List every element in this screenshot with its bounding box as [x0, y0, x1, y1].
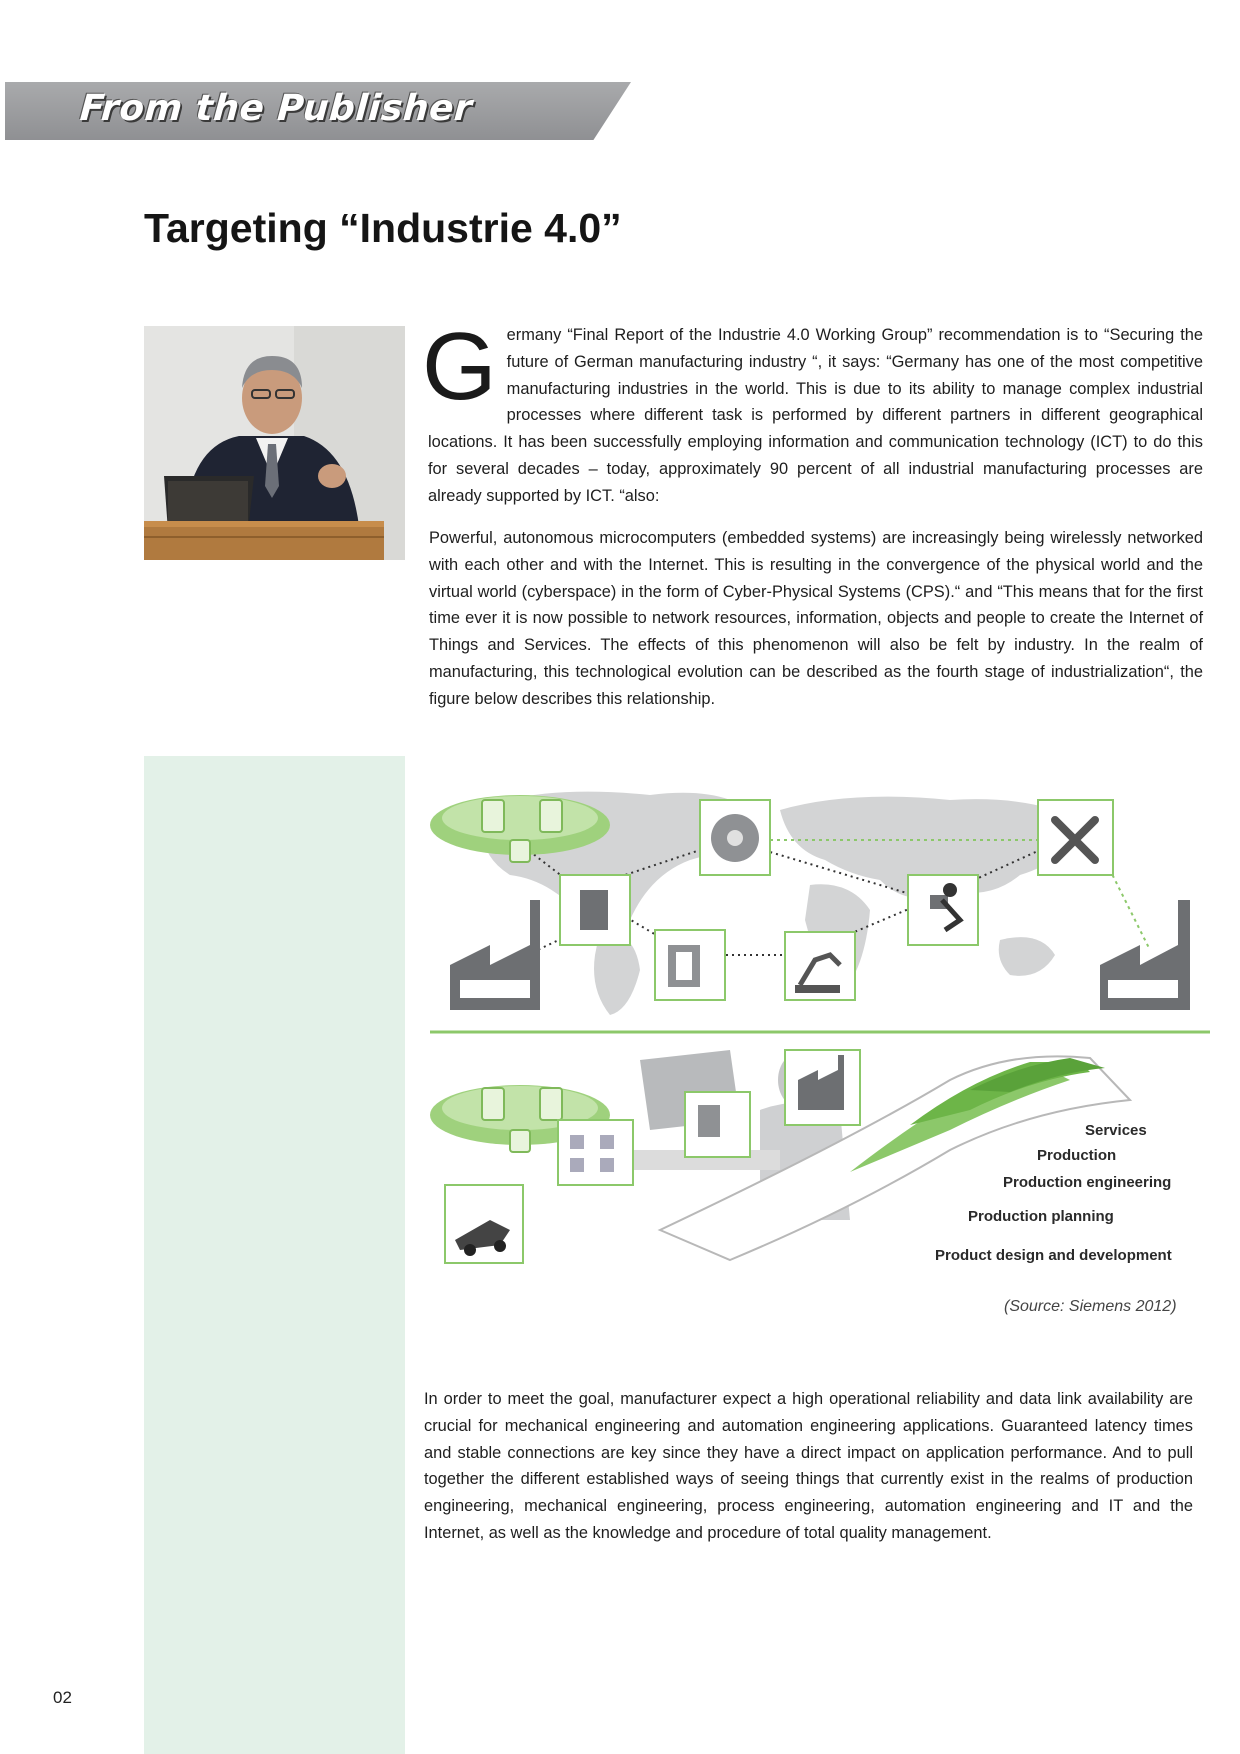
author-photo	[144, 326, 405, 560]
stage-label: Production engineering	[1003, 1174, 1172, 1191]
industrie-figure	[430, 780, 1210, 1300]
paragraph-3: In order to meet the goal, manufacturer expect a high operational reliability and data link availability are crucial for mechanical engineering and automation engineering applications. Guaranteed latency times and stable connections are key since they have a direct impact on application performance. And to pull together the different established ways of seeing things that currently exist in the realms of production engineering, mechanical engineering, process engineering, automation engineering and IT and the Internet, as well as the knowledge and procedure of total quality management.	[424, 1390, 1193, 1542]
figure-caption: (Source: Siemens 2012)	[1004, 1298, 1177, 1315]
page-number: 02	[53, 1688, 72, 1707]
side-panel	[144, 756, 405, 1754]
paragraph-1-text: ermany “Final Report of the Industrie 4.0 Working Group” recommendation is to “Securing the future of German manufacturing industry “, it says: “Germany has one of the most competitive manufacturing industries in the world. This is due to its ability to manage complex industrial processes where different task is performed by different partners in different geographical locations. It has been successfully employing information and communication technology (ICT) to do this for several decades – today, approximately 90 percent of all industrial manufacturing processes are already supported by ICT. “also:	[428, 326, 1203, 505]
stage-label: Product design and development	[935, 1247, 1172, 1264]
paragraph-2: Powerful, autonomous microcomputers (embedded systems) are increasingly being wirelessly networked with each other and with the Internet. This is resulting in the convergence of the physical world and the virtual world (cyberspace) in the form of Cyber-Physical Systems (CPS).“ and “This means that for the first time ever it is now possible to network resources, information, objects and people to create the Internet of Things and Services. The effects of this phenomenon will also be felt by industry. In the realm of manufacturing, this technological evolution can be described as the fourth stage of industrialization“, the figure below describes this relationship.	[429, 529, 1203, 708]
stage-label: Services	[1085, 1122, 1147, 1139]
factory-right	[1100, 900, 1190, 1010]
drop-cap: G	[422, 313, 497, 420]
factory-left	[450, 900, 540, 1010]
stage-label: Production	[1037, 1147, 1117, 1164]
section-title: From the Publisher	[78, 88, 474, 129]
paragraph-1	[422, 313, 1203, 510]
article-title: Targeting “Industrie 4.0”	[144, 205, 622, 251]
stage-label: Production planning	[968, 1208, 1114, 1225]
